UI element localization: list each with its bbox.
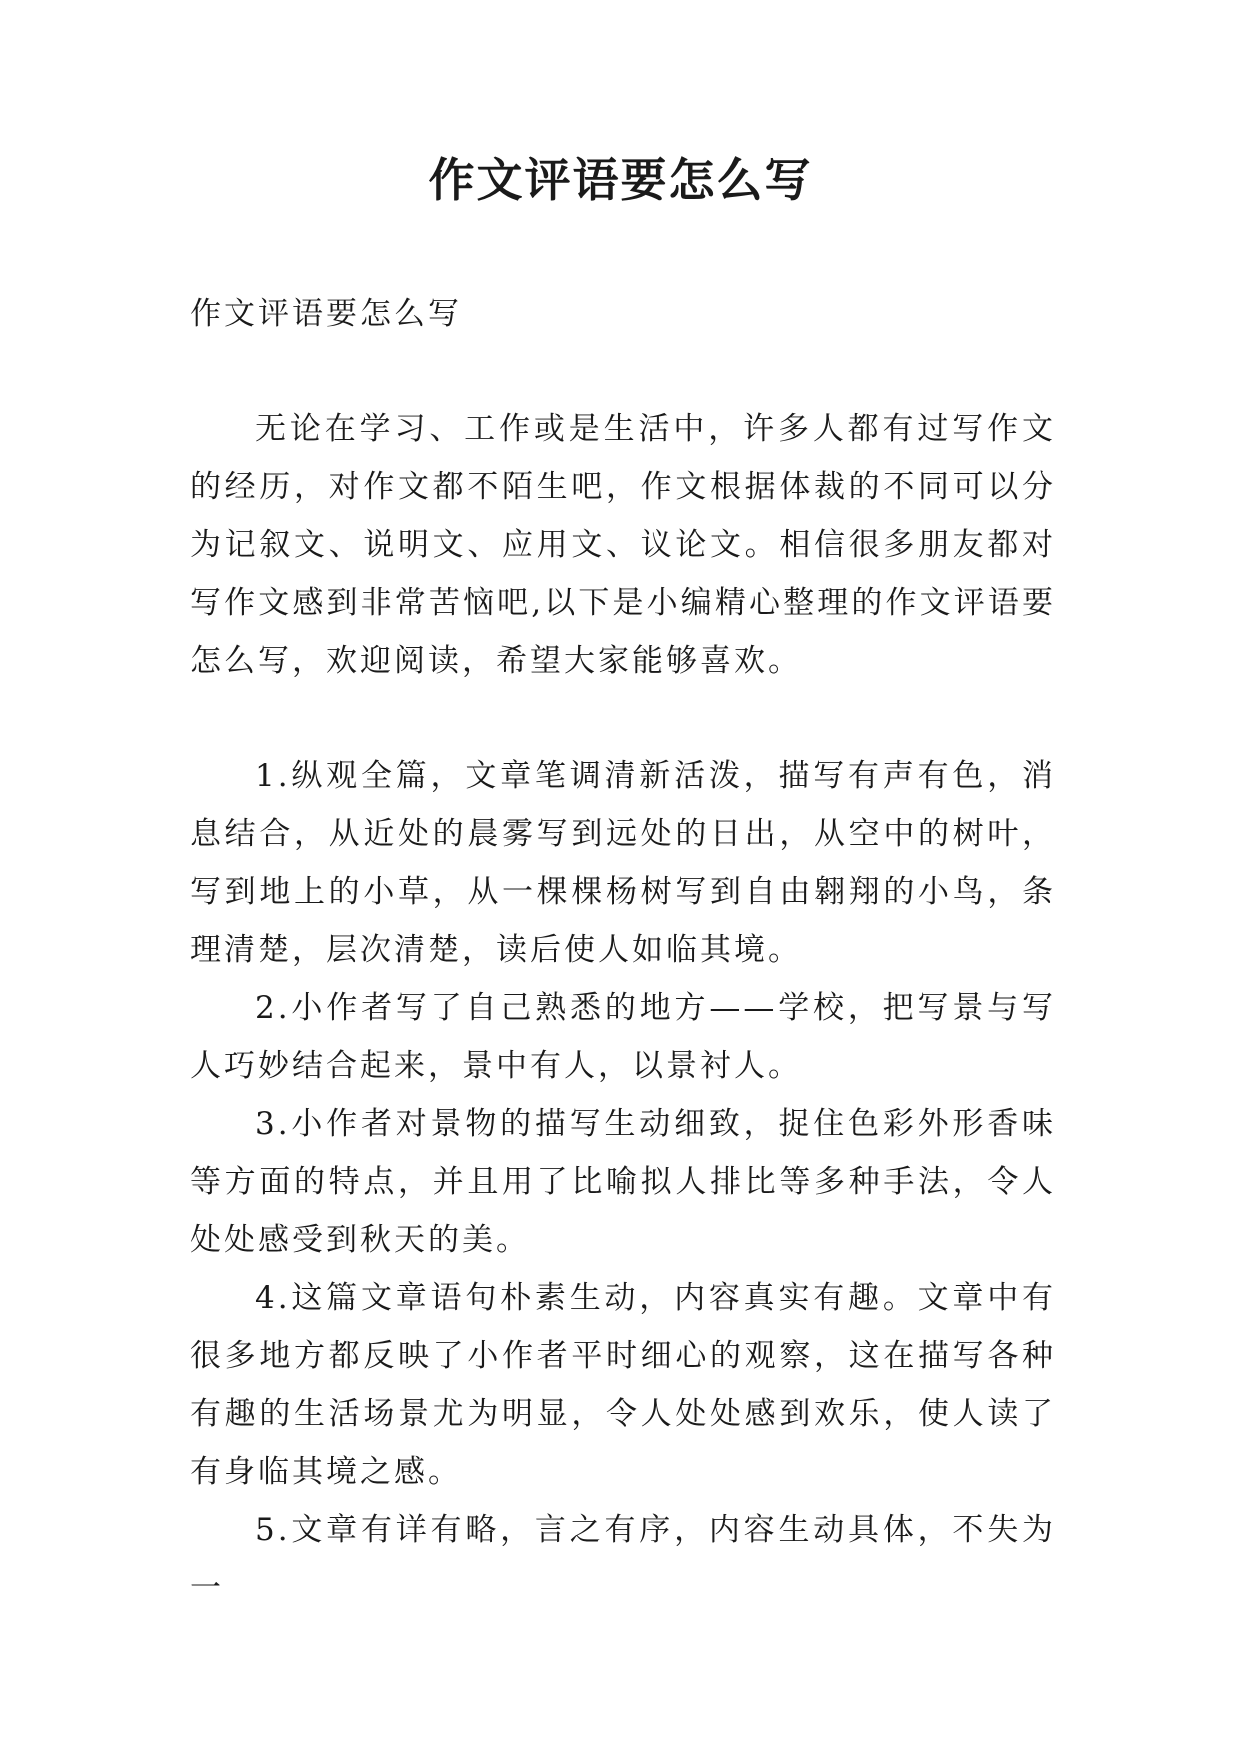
comment-item-4: 4.这篇文章语句朴素生动，内容真实有趣。文章中有很多地方都反映了小作者平时细心的观察，这在描写各种有趣的生活场景尤为明显，令人处处感到欢乐，使人读了有身临其境之感。 xyxy=(190,1280,1056,1490)
comment-item-1: 1.纵观全篇，文章笔调清新活泼，描写有声有色，消息结合，从近处的晨雾写到远处的日出，从空中的树叶，写到地上的小草，从一棵棵杨树写到自由翱翔的小鸟，条理清楚，层次清楚，读后使人如临其境。 xyxy=(190,758,1056,968)
intro-paragraph: 无论在学习、工作或是生活中，许多人都有过写作文的经历，对作文都不陌生吧，作文根据体裁的不同可以分为记叙文、说明文、应用文、议论文。相信很多朋友都对写作文感到非常苦恼吧,以下是小编精心整理的作文评语要怎么写，欢迎阅读，希望大家能够喜欢。 xyxy=(190,411,1056,679)
document-subtitle: 作文评语要怎么写 xyxy=(190,296,462,332)
comment-item-2: 2.小作者写了自己熟悉的地方——学校，把写景与写人巧妙结合起来，景中有人，以景衬人。 xyxy=(190,990,1056,1084)
document-title: 作文评语要怎么写 xyxy=(428,153,813,207)
comment-list xyxy=(190,747,1056,1617)
comment-item-3: 3.小作者对景物的描写生动细致，捉住色彩外形香味等方面的特点，并且用了比喻拟人排比等多种手法，令人处处感受到秋天的美。 xyxy=(190,1106,1056,1258)
comment-item-5: 5.文章有详有略，言之有序，内容生动具体，不失为一 xyxy=(190,1512,1056,1606)
